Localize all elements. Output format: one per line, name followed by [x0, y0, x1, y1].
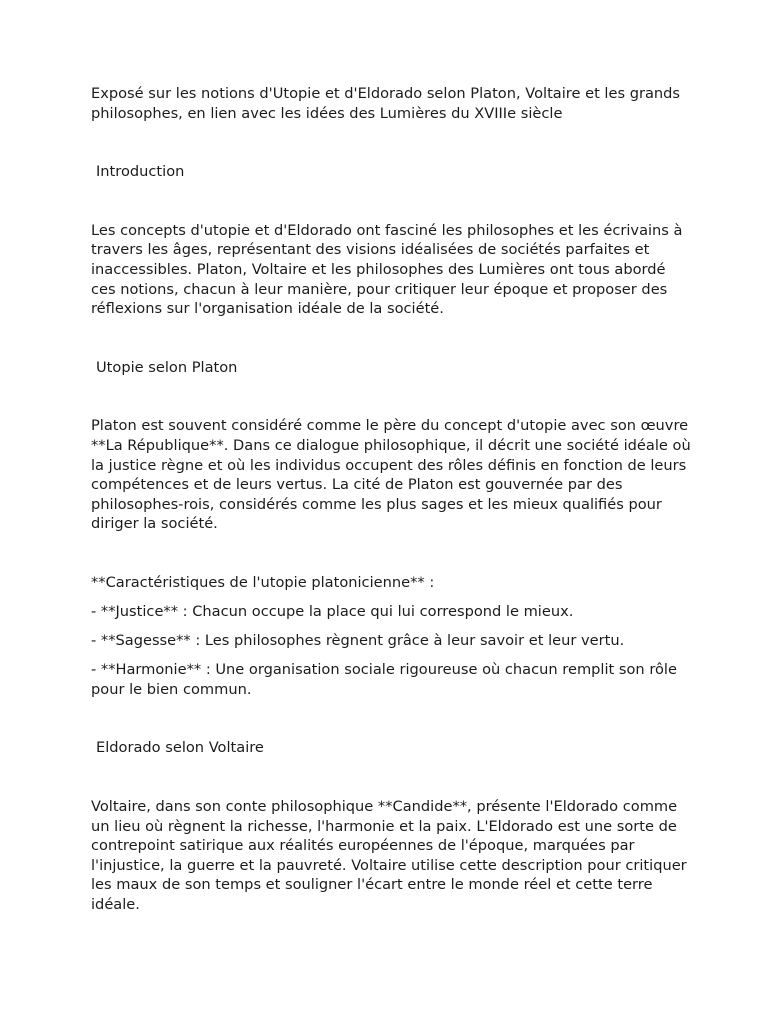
voltaire-paragraph: Voltaire, dans son conte philosophique **Candide**, présente l'Eldorado comme un lieu où règnent la richesse, l'harmonie et la paix. L'Eldorado est une sorte de contrepoint satirique aux réalités européennes de l'époque, marquées par l'injustice, la guerre et la pauvreté. Voltaire utilise cette description pour critiquer les maux de son temps et souligner l'écart entre le monde réel et cette terre idéale. — [91, 797, 687, 913]
platon-list-intro: **Caractéristiques de l'utopie platonicienne** : — [91, 573, 435, 591]
document-title: Exposé sur les notions d'Utopie et d'Eldorado selon Platon, Voltaire et les grands philosophes, en lien avec les idées des Lumières du XVIIIe siècle — [91, 85, 681, 122]
section-heading-voltaire: Eldorado selon Voltaire — [96, 739, 264, 757]
platon-paragraph: Platon est souvent considéré comme le père du concept d'utopie avec son œuvre **La République**. Dans ce dialogue philosophique, il décrit une société idéale où la justice règne et où les individus occupent des rôles définis en fonction de leurs compétences et de leurs vertus. La cité de Platon est gouvernée par des philosophes-rois, considérés comme les plus sages et les mieux qualifiés pour diriger la société. — [91, 417, 691, 533]
section-heading-introduction: Introduction — [96, 163, 185, 181]
list-item-justice: - **Justice** : Chacun occupe la place qui lui correspond le mieux. — [91, 603, 574, 620]
list-item-sagesse: - **Sagesse** : Les philosophes règnent grâce à leur savoir et leur vertu. — [91, 632, 625, 650]
section-heading-platon: Utopie selon Platon — [96, 358, 238, 376]
document-page — [91, 84, 691, 915]
list-item-harmonie: - **Harmonie** : Une organisation sociale rigoureuse où chacun remplit son rôle pour le bien commun. — [91, 661, 677, 698]
introduction-paragraph: Les concepts d'utopie et d'Eldorado ont fasciné les philosophes et les écrivains à travers les âges, représentant des visions idéalisées de sociétés parfaites et inaccessibles. Platon, Voltaire et les philosophes des Lumières ont tous abordé ces notions, chacun à leur manière, pour critiquer leur époque et proposer des réflexions sur l'organisation idéale de la société. — [91, 221, 683, 318]
